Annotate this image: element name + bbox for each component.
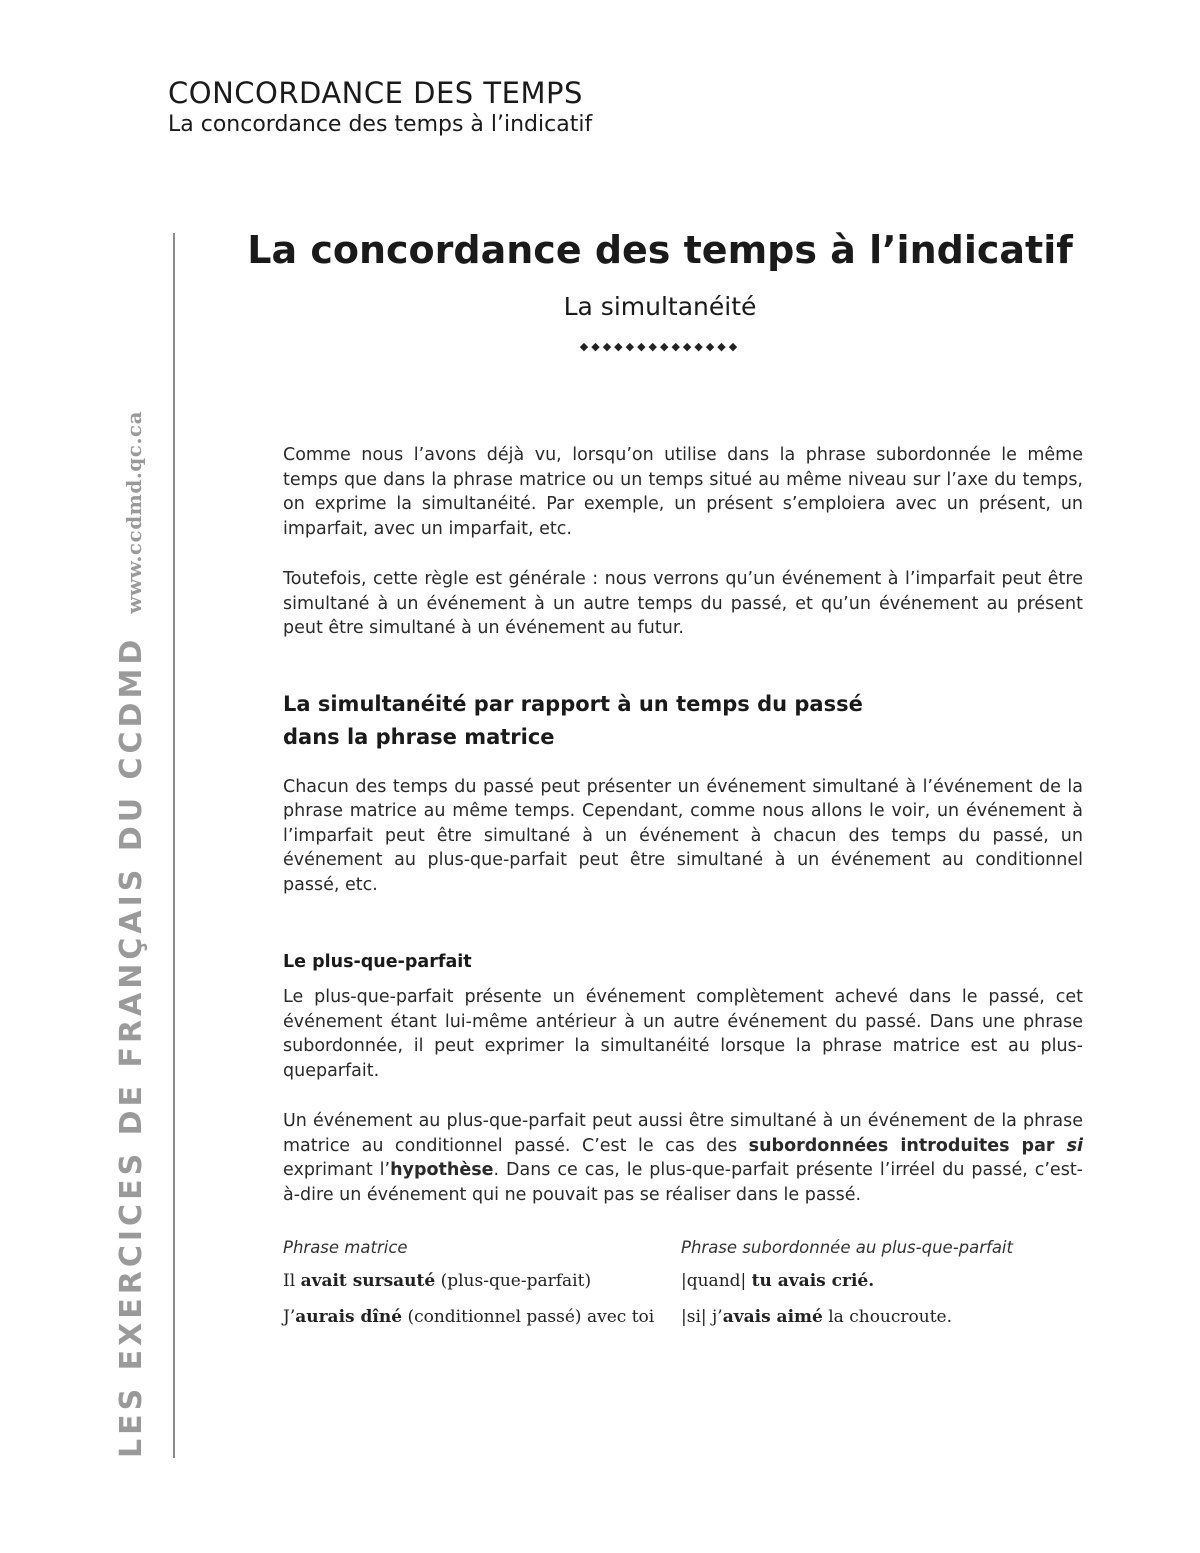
- examples-table: [283, 1231, 1083, 1335]
- example-row: [283, 1263, 1083, 1299]
- intro-paragraph-2: Toutefois, cette règle est générale : nous verrons qu’un événement à l’imparfait peut être simultané à un événement à un autre temps du passé, et qu’un événement au présent peut être simultané à un événement au futur.: [283, 569, 1083, 638]
- text: (plus-que-parfait): [435, 1271, 592, 1291]
- diamond-ornament: ◆◆◆◆◆◆◆◆◆◆◆◆◆◆: [579, 340, 741, 353]
- col-header-matrice: Phrase matrice: [283, 1237, 408, 1257]
- col-header-subordonnee: Phrase subordonnée au plus-que-parfait: [681, 1237, 1013, 1257]
- subsection-paragraph-1: Le plus-que-parfait présente un événement complètement achevé dans le passé, cet événement étant lui-même antérieur à un autre événement du passé. Dans une phrase subordonnée, il peut exprimer la simultanéité lorsque la phrase matrice est au plus-queparfait.: [283, 987, 1083, 1081]
- p2-text-a: Un événement au plus-que-parfait peut aussi être simultané à un événement de la phrase matrice au conditionnel passé. C’est le cas des: [283, 1111, 1083, 1156]
- p2-text-c: exprimant l’: [283, 1160, 391, 1180]
- verb: avais aimé: [722, 1307, 823, 1327]
- text: J’: [283, 1307, 296, 1327]
- text: |quand|: [681, 1271, 752, 1291]
- example-subordonnee: [681, 1271, 1083, 1291]
- page-subtitle: La simultanéité: [563, 292, 757, 321]
- examples-header-row: [283, 1231, 1083, 1263]
- p2-bold-si: si: [1066, 1135, 1083, 1156]
- section-subtitle: La concordance des temps à l’indicatif: [168, 112, 593, 137]
- verb: aurais dîné: [295, 1307, 403, 1327]
- verb: tu avais crié.: [751, 1271, 875, 1291]
- intro-paragraph-1: Comme nous l’avons déjà vu, lorsqu’on utilise dans la phrase subordonnée le même temps que dans la phrase matrice ou un temps situé au même niveau sur l’axe du temps, on exprime la simultanéité. Par exemple, un présent s’emploiera avec un présent, un imparfait, avec un imparfait, etc.: [283, 445, 1083, 539]
- text: Il: [283, 1271, 301, 1291]
- page-title: La concordance des temps à l’indicatif: [247, 228, 1073, 272]
- example-matrice: [283, 1271, 681, 1291]
- vertical-sidebar: [114, 410, 149, 1458]
- text: |si| j’: [681, 1307, 723, 1327]
- p2-bold-subordonnees: subordonnées introduites par: [748, 1135, 1067, 1156]
- section-title: CONCORDANCE DES TEMPS: [168, 76, 583, 110]
- section-heading: [283, 688, 1083, 754]
- section-heading-line2: dans la phrase matrice: [283, 724, 555, 749]
- margin-rule: [173, 233, 175, 1458]
- verb: avait sursauté: [300, 1271, 436, 1291]
- section-heading-line1: La simultanéité par rapport à un temps du passé: [283, 691, 863, 716]
- sidebar-url: www.ccdmd.qc.ca: [122, 410, 146, 614]
- text: (conditionnel passé) avec toi: [402, 1307, 655, 1327]
- subsection-heading: Le plus-que-parfait: [283, 952, 472, 972]
- example-subordonnee: [681, 1307, 1083, 1327]
- body-content: [283, 443, 1083, 1335]
- text: la choucroute.: [822, 1307, 953, 1327]
- p2-bold-hypothese: hypothèse: [390, 1160, 494, 1180]
- series-name: LES EXERCICES DE FRANÇAIS DU CCDMD: [114, 635, 149, 1458]
- subsection-paragraph-2: [283, 1109, 1083, 1207]
- example-row: [283, 1299, 1083, 1335]
- example-matrice: [283, 1307, 681, 1327]
- p2-text-e: . Dans ce cas, le plus-que-parfait présente l’irréel du passé, c’est-à-dire un événement qui ne pouvait pas se réaliser dans le passé.: [283, 1160, 1083, 1205]
- section-paragraph: Chacun des temps du passé peut présenter un événement simultané à l’événement de la phrase matrice au même temps. Cependant, comme nous allons le voir, un événement à l’imparfait peut être simultané à un événement à chacun des temps du passé, un événement au plus-que-parfait peut être simultané à un événement au conditionnel passé, etc.: [283, 776, 1083, 895]
